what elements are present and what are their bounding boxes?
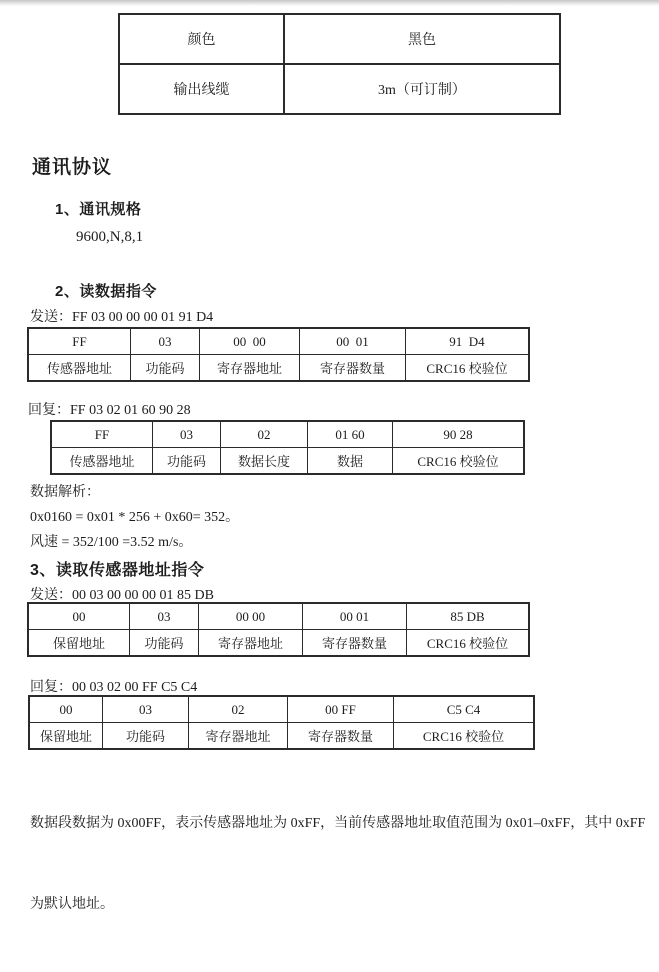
reply-frame-line: 回复：00 03 02 00 FF C5 C4 [30,680,198,695]
field-label-cell: 寄存器地址 [200,355,300,382]
field-label-cell: 寄存器地址 [199,630,303,657]
field-label-cell: 功能码 [130,630,199,657]
field-labels-row [28,355,529,382]
section-title-protocol: 通讯协议 [32,157,113,178]
heading-read-data: 2、读数据指令 [55,283,157,300]
page-top-shadow [0,0,659,6]
hex-cell: 00 01 [303,603,407,630]
field-label-cell: 寄存器数量 [303,630,407,657]
field-label-cell: 寄存器地址 [189,723,288,750]
field-label-cell: CRC16 校验位 [394,723,535,750]
spec-row-cable [119,64,560,114]
hex-cell: 90 28 [393,421,525,448]
hex-cell: 03 [130,603,199,630]
field-label-cell: 传感器地址 [51,448,153,475]
field-label-cell: CRC16 校验位 [407,630,530,657]
field-label-cell: CRC16 校验位 [406,355,530,382]
field-labels-row [28,630,529,657]
spec-label: 输出线缆 [119,64,284,114]
field-label-cell: 寄存器数量 [300,355,406,382]
hex-cell: 00 01 [300,328,406,355]
field-label-cell: 保留地址 [29,723,103,750]
field-label-cell: 数据 [308,448,393,475]
field-label-cell: CRC16 校验位 [393,448,525,475]
hex-cell: FF [51,421,153,448]
heading-read-address: 3、读取传感器地址指令 [30,562,205,579]
hex-cell: C5 C4 [394,696,535,723]
hex-values-row [28,328,529,355]
analysis-title: 数据解析： [30,485,100,500]
comm-spec-value: 9600,N,8,1 [76,229,144,245]
heading-comm-spec: 1、通讯规格 [55,201,142,218]
hex-cell: 03 [103,696,189,723]
spec-value: 黑色 [284,14,560,64]
note-line: 数据段数据为 0x00FF，表示传感器地址为 0xFF，当前传感器地址取值范围为 0x01–0xFF，其中 0xFF [30,816,646,831]
spec-row-color [119,14,560,64]
hex-cell: 03 [131,328,200,355]
hex-cell: 03 [153,421,221,448]
field-label-cell: 保留地址 [28,630,130,657]
spec-label: 颜色 [119,14,284,64]
hex-values-row [28,603,529,630]
read-address-reply-table [28,695,535,750]
field-label-cell: 功能码 [131,355,200,382]
field-label-cell: 功能码 [153,448,221,475]
hex-cell: 00 [28,603,130,630]
read-data-send-table [27,327,530,382]
hex-cell: 00 00 [200,328,300,355]
read-address-send-table [27,602,530,657]
read-data-reply-table [50,420,525,475]
spec-value: 3m（可订制） [284,64,560,114]
hex-cell: 00 [29,696,103,723]
hex-values-row [51,421,524,448]
send-frame-line: 发送：FF 03 00 00 00 01 91 D4 [30,310,214,325]
send-frame-line: 发送：00 03 00 00 00 01 85 DB [30,588,214,603]
hex-cell: 02 [221,421,308,448]
hex-cell: 91 D4 [406,328,530,355]
field-label-cell: 数据长度 [221,448,308,475]
hex-cell: 01 60 [308,421,393,448]
note-paragraph [30,756,645,972]
analysis-line: 0x0160 = 0x01 * 256 + 0x60= 352。 [30,510,240,525]
hex-cell: 00 00 [199,603,303,630]
field-label-cell: 功能码 [103,723,189,750]
hex-cell: 85 DB [407,603,530,630]
field-label-cell: 传感器地址 [28,355,131,382]
hex-cell: 00 FF [288,696,394,723]
hex-cell: FF [28,328,131,355]
note-line: 为默认地址。 [30,897,114,912]
spec-table [118,13,561,115]
field-labels-row [51,448,524,475]
hex-cell: 02 [189,696,288,723]
field-label-cell: 寄存器数量 [288,723,394,750]
reply-frame-line: 回复：FF 03 02 01 60 90 28 [28,403,191,418]
hex-values-row [29,696,534,723]
analysis-line: 风速 = 352/100 =3.52 m/s。 [30,535,193,550]
field-labels-row [29,723,534,750]
